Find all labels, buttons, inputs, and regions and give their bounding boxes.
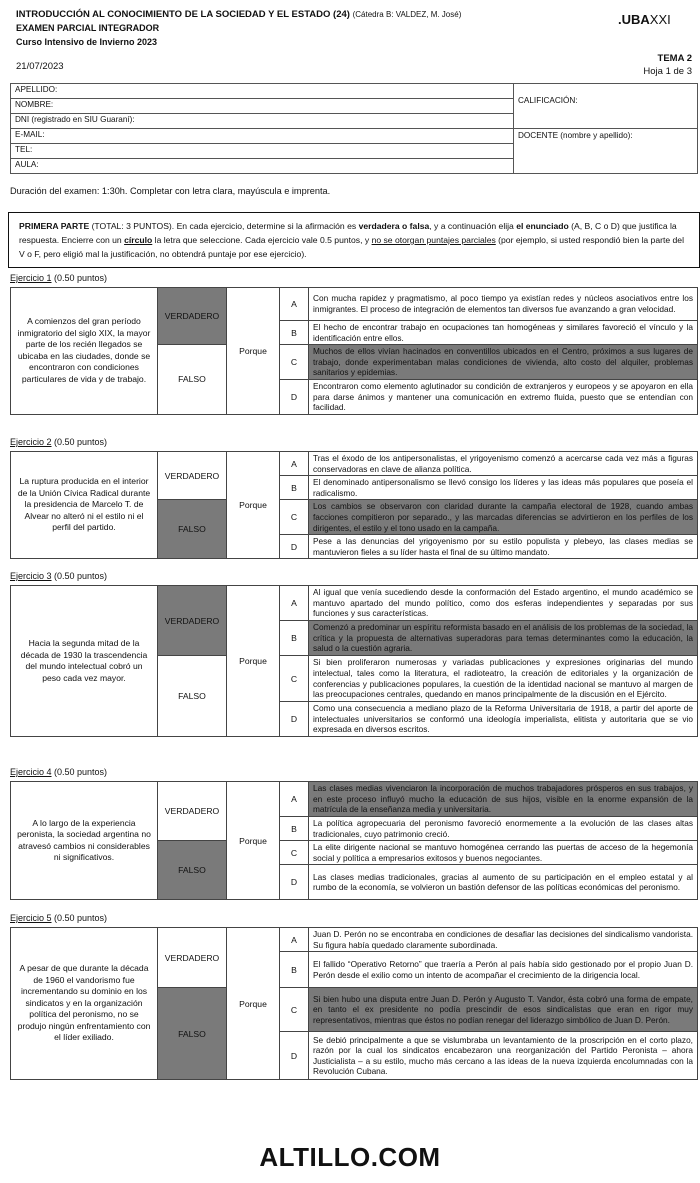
field-aula[interactable]: AULA:: [11, 159, 514, 174]
option-letter[interactable]: A: [280, 288, 309, 321]
exercise-label: Ejercicio 1: [10, 273, 52, 283]
option-text: Juan D. Perón no se encontraba en condiciones de desafiar las decisiones del sindicalismo vandorista. Su figura había quedado claramente subordinada.: [309, 928, 698, 952]
option-text: Tras el éxodo de los antipersonalistas, el yrigoyenismo comenzó a acercarse cada vez más a figuras conservadoras en clave de alianza política.: [309, 452, 698, 476]
option-letter[interactable]: A: [280, 928, 309, 952]
exercise-label: Ejercicio 5: [10, 913, 52, 923]
exam-subtitle: EXAMEN PARCIAL INTEGRADOR: [16, 23, 160, 33]
option-text: El denominado antipersonalismo se llevó consigo los líderes y las ideas más populares que poseía el radicalismo.: [309, 476, 698, 500]
falso-option[interactable]: FALSO: [158, 656, 227, 737]
option-letter[interactable]: C: [280, 841, 309, 865]
option-letter[interactable]: A: [280, 452, 309, 476]
instructions-text: (por ejemplo, si usted respondió bien la parte del V o F, pero eligió mal la justificación, no obtendrá puntaje por ese ejercicio).: [19, 235, 685, 259]
verdadero-option[interactable]: VERDADERO: [158, 586, 227, 656]
verdadero-option[interactable]: VERDADERO: [158, 928, 227, 988]
option-letter[interactable]: C: [280, 656, 309, 702]
option-text: Como una consecuencia a mediano plazo de la Reforma Universitaria de 1918, a partir del aporte de intelectuales universitarios se conformó una ideología imperialista, elitista y autoritaria que se vio expresada en diversos escritos.: [309, 702, 698, 737]
field-dni[interactable]: DNI (registrado en SIU Guaraní):: [11, 114, 514, 129]
exercise-table: [10, 451, 698, 559]
option-letter[interactable]: A: [280, 586, 309, 621]
exercise-points: (0.50 puntos): [51, 913, 108, 923]
instructions-text: (TOTAL: 3 PUNTOS). En cada ejercicio, determine si la afirmación es: [89, 221, 359, 231]
verdadero-option[interactable]: VERDADERO: [158, 288, 227, 345]
option-letter[interactable]: C: [280, 345, 309, 380]
exercise-statement: A comienzos del gran período inmigratorio del siglo XIX, la mayor parte de los recién llegados se ubicaba en las ciudades, donde se encontraron con condiciones particulares de vida y de trabajo.: [11, 288, 158, 415]
option-letter[interactable]: D: [280, 379, 309, 414]
option-letter[interactable]: B: [280, 621, 309, 656]
option-letter[interactable]: D: [280, 535, 309, 559]
exercise-title: [10, 913, 107, 923]
exercise-table: [10, 927, 698, 1080]
option-letter[interactable]: B: [280, 476, 309, 500]
field-calificacion[interactable]: CALIFICACIÓN:: [514, 84, 698, 129]
falso-option[interactable]: FALSO: [158, 345, 227, 415]
page-indicator: Hoja 1 de 3: [643, 66, 692, 77]
option-text: Con mucha rapidez y pragmatismo, al poco tiempo ya existían redes y núcleos asociativos entre los inmigrantes. El proceso de integración de elementos tan diversos fue avanzando a gran velocidad.: [309, 288, 698, 321]
exercise-points: (0.50 puntos): [51, 273, 108, 283]
instructions-box: [8, 212, 700, 268]
instructions-lead: PRIMERA PARTE: [19, 221, 90, 231]
option-letter[interactable]: C: [280, 988, 309, 1032]
option-text: Encontraron como elemento aglutinador su condición de extranjeros y europeos y se apoyaron en ella para darse ánimos y mantener una comunicación en extremo fluida, puesto que se entendían con facilidad.: [309, 379, 698, 414]
option-text: Las clases medias tradicionales, gracias al aumento de su participación en el empleo estatal y al rumbo de la economía, se volvieron un bastión defensor de las políticas económicas del peronismo.: [309, 865, 698, 900]
watermark-logo: ALTILLO.COM: [259, 1142, 441, 1172]
instructions-text: la letra que seleccione. Cada ejercicio vale 0.5 puntos, y: [152, 235, 372, 245]
exercise-label: Ejercicio 2: [10, 437, 52, 447]
exercise-table: [10, 585, 698, 737]
tema-label: TEMA 2: [657, 53, 692, 64]
exercise-statement: A pesar de que durante la década de 1960 el vandorismo fue incrementando su dominio en los sindicatos y en la organización política del peronismo, no se produjo ningún enfrentamiento con el líder exiliado.: [11, 928, 158, 1080]
falso-option[interactable]: FALSO: [158, 988, 227, 1080]
exercise-title: [10, 273, 107, 283]
porque-label: Porque: [227, 452, 280, 559]
falso-option[interactable]: FALSO: [158, 500, 227, 559]
exam-title: [16, 8, 616, 21]
option-text: La política agropecuaria del peronismo favoreció enormemente a la evolución de las clases altas tradicionales, cuyo patrimonio creció.: [309, 817, 698, 841]
exercise-title: [10, 571, 107, 581]
verdadero-option[interactable]: VERDADERO: [158, 782, 227, 841]
instructions-bold: el enunciado: [516, 221, 569, 231]
course-info: Curso Intensivo de Invierno 2023: [16, 37, 158, 47]
student-info-table: [10, 83, 698, 174]
instructions-underlined: círculo: [124, 235, 153, 245]
option-text: Si bien proliferaron numerosas y variadas publicaciones y expresiones originarias del mundo intelectual, tales como la literatura, el radioteatro, la creación de editoriales y la organización de conferencias y publicaciones populares, la cuestión de la identidad nacional se mantuvo al margen de las preocupaciones centrales, quedando en manos principalmente de la discusión en el Ejército.: [309, 656, 698, 702]
option-text: El hecho de encontrar trabajo en ocupaciones tan homogéneas y similares favoreció el vínculo y la identificación entre ellos.: [309, 321, 698, 345]
uba-logo-bold: .UBA: [618, 12, 650, 27]
option-text: Comenzó a predominar un espíritu reformista basado en el análisis de los problemas de la sociedad, la crítica y la propuesta de alternativas superadoras para temas determinantes como la educación, la salud o la cuestión agraria.: [309, 621, 698, 656]
option-text: Si bien hubo una disputa entre Juan D. Perón y Augusto T. Vandor, ésta cobró una forma de empate, en tanto el ex presidente no podía prescindir de esos sindicalistas que eran en rigor muy representativos, mientras que éstos no podían renegar del liderazgo simbólico de Juan D. Perón.: [309, 988, 698, 1032]
exercise-table: [10, 781, 698, 900]
porque-label: Porque: [227, 288, 280, 415]
exercise-table: [10, 287, 698, 415]
option-text: La elite dirigente nacional se mantuvo homogénea cerrando las puertas de acceso de la hegemonía social y política a empresarios exitosos y buenos negociantes.: [309, 841, 698, 865]
option-text: Muchos de ellos vivían hacinados en conventillos ubicados en el Centro, próximos a sus lugares de trabajo, donde experimentaban malas condiciones de vivienda, alto costo del alquiler, problemas sanitarios y epidemias.: [309, 345, 698, 380]
verdadero-option[interactable]: VERDADERO: [158, 452, 227, 500]
option-letter[interactable]: B: [280, 321, 309, 345]
option-letter[interactable]: B: [280, 952, 309, 988]
option-letter[interactable]: B: [280, 817, 309, 841]
exercise-label: Ejercicio 3: [10, 571, 52, 581]
field-docente[interactable]: DOCENTE (nombre y apellido):: [514, 129, 698, 174]
exam-date: 21/07/2023: [16, 61, 64, 72]
exercise-label: Ejercicio 4: [10, 767, 52, 777]
exercise-statement: A lo largo de la experiencia peronista, la sociedad argentina no atravesó cambios ni considerables ni significativos.: [11, 782, 158, 900]
porque-label: Porque: [227, 928, 280, 1080]
falso-option[interactable]: FALSO: [158, 841, 227, 900]
exercise-statement: Hacia la segunda mitad de la década de 1930 la trascendencia del mundo intelectual cobró un peso cada vez mayor.: [11, 586, 158, 737]
exercise-points: (0.50 puntos): [51, 437, 108, 447]
option-text: Los cambios se observaron con claridad durante la campaña electoral de 1928, cuando ambas facciones compitieron por separado., y las marcadas diferencias se advirtieron en los perfiles de los dirigentes, el estilo y el tono usado en la campaña.: [309, 500, 698, 535]
field-apellido[interactable]: APELLIDO:: [11, 84, 514, 99]
exam-duration: Duración del examen: 1:30h. Completar con letra clara, mayúscula e imprenta.: [10, 186, 331, 196]
exercise-title: [10, 437, 107, 447]
catedra: (Cátedra B: VALDEZ, M. José): [352, 10, 462, 19]
instructions-text: , y a continuación elija: [429, 221, 517, 231]
option-text: El fallido “Operativo Retorno” que traería a Perón al país había sido gestionado por el propio Juan D. Perón desde el exilio como un intento de acompañar el crecimiento de la dirigencia local.: [309, 952, 698, 988]
exercise-statement: La ruptura producida en el interior de la Unión Cívica Radical durante la presidencia de Marcelo T. de Alvear no alteró ni el estilo ni el perfil del partido.: [11, 452, 158, 559]
option-letter[interactable]: D: [280, 1032, 309, 1080]
instructions-underlined: no se otorgan puntajes parciales: [371, 235, 496, 245]
instructions-bold: verdadera o falsa: [358, 221, 430, 231]
course-title: INTRODUCCIÓN AL CONOCIMIENTO DE LA SOCIEDAD Y EL ESTADO (24): [16, 9, 350, 20]
option-text: Al igual que venía sucediendo desde la conformación del Estado argentino, el mundo académico se mantuvo apartado del mundo político, como dos esferas independientes y separadas por sus funciones y sus características.: [309, 586, 698, 621]
uba-logo-light: XXI: [649, 12, 671, 27]
option-letter[interactable]: D: [280, 865, 309, 900]
option-text: Pese a las denuncias del yrigoyenismo por su estilo populista y plebeyo, las clases medias se mantuvieron fieles a su líder hasta el final de su último mandato.: [309, 535, 698, 559]
porque-label: Porque: [227, 586, 280, 737]
porque-label: Porque: [227, 782, 280, 900]
exercise-points: (0.50 puntos): [51, 571, 108, 581]
uba-logo: [618, 12, 671, 27]
exercise-title: [10, 767, 107, 777]
option-letter[interactable]: C: [280, 500, 309, 535]
option-letter[interactable]: A: [280, 782, 309, 817]
option-text: Se debió principalmente a que se vislumbraba un levantamiento de la proscripción en el corto plazo, razón por la cual los sindicatos encabezaron una reorganización del Partido Peronista – ahora Justicialista – a su estilo, mucho más cercano a las ideas de la nueva izquierda encolumnadas con la Revolución Cubana.: [309, 1032, 698, 1080]
option-text: Las clases medias vivenciaron la incorporación de muchos trabajadores prósperos en sus trabajos, y en este proceso influyó mucho la educación de sus hijos, visible en la enorme expansión de la matrícula de la enseñanza media y universitaria.: [309, 782, 698, 817]
field-nombre[interactable]: NOMBRE:: [11, 99, 514, 114]
option-letter[interactable]: D: [280, 702, 309, 737]
exercise-points: (0.50 puntos): [51, 767, 108, 777]
instructions-text: (A, B, C o D) que justifica la respuesta. Encierre con un: [19, 221, 677, 245]
field-tel[interactable]: TEL:: [11, 144, 514, 159]
field-email[interactable]: E-MAIL:: [11, 129, 514, 144]
